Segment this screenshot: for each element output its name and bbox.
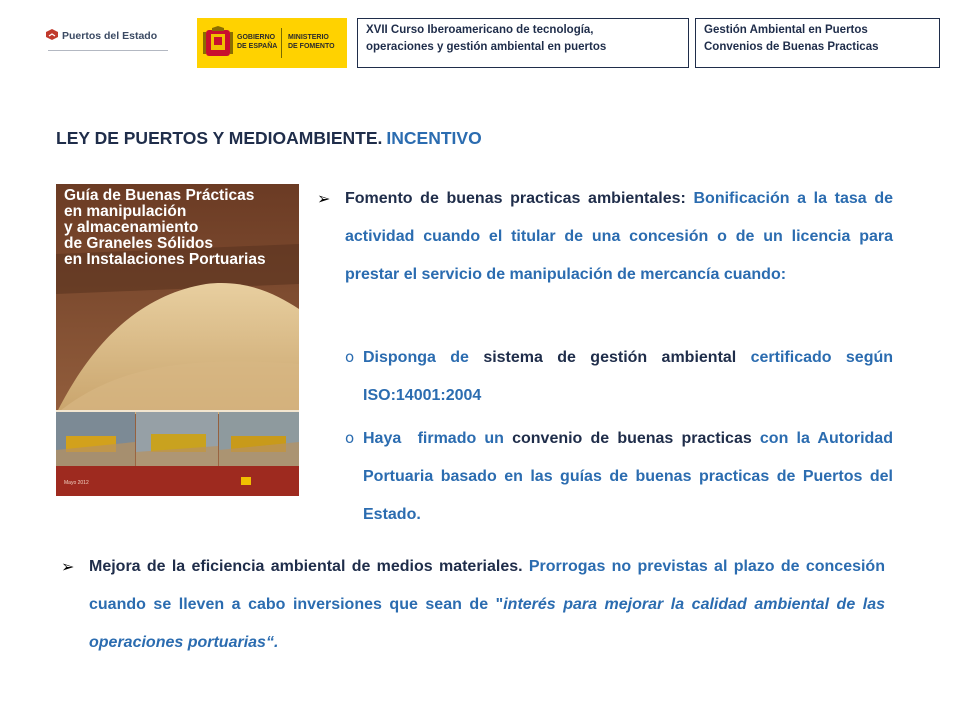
bullet-mejora-lead: Mejora de la eficiencia ambiental de medios materiales.	[89, 558, 523, 575]
section-title-line-2: Convenios de Buenas Practicas	[704, 41, 879, 53]
cover-title-line-4: de Graneles Sólidos	[64, 235, 214, 252]
cover-title-line-3: y almacenamiento	[64, 219, 199, 236]
subbullet-iso-b: sistema de gestión ambiental	[483, 349, 737, 366]
logo-divider	[281, 28, 282, 58]
arrow-bullet-icon: ➢	[317, 189, 331, 208]
bullet-fomento	[345, 180, 893, 294]
subbullet-convenio-b: convenio de buenas practicas	[512, 430, 752, 447]
ministerio-line-1: MINISTERIO	[288, 34, 329, 41]
puertos-logo-icon	[44, 28, 60, 46]
slide-title	[56, 128, 482, 149]
gobierno-line-1: GOBIERNO	[237, 34, 276, 41]
slide-title-accent: INCENTIVO	[386, 128, 482, 148]
bullet-fomento-text: Bonificación a la tasa de actividad cuando el titular de una concesión o de un licencia para prestar el servicio de manipulación de mercancía cuando:	[345, 190, 893, 283]
coat-of-arms-icon	[203, 26, 233, 60]
subbullet-convenio-a: Haya firmado un	[363, 430, 504, 447]
section-title-line-1: Gestión Ambiental en Puertos	[704, 24, 868, 36]
ministerio-line-2: DE FOMENTO	[288, 43, 335, 50]
bullet-fomento-lead: Fomento de buenas practicas ambientales:	[345, 190, 686, 207]
puertos-logo-text: Puertos del Estado	[62, 30, 158, 42]
bullet-mejora-end: “.	[265, 634, 279, 651]
bullet-mejora	[89, 548, 885, 662]
cover-title-line-5: en Instalaciones Portuarias	[64, 251, 266, 268]
subbullet-iso-a: Disponga de	[363, 349, 469, 366]
puertos-del-estado-logo	[44, 24, 184, 64]
cover-title-line-2: en manipulación	[64, 203, 187, 220]
subbullet-convenio	[363, 420, 893, 534]
subbullet-convenio-c: con la Autoridad Portuaria basado en las guías de buenas practicas de Puertos del Estado.	[363, 430, 893, 523]
gobierno-line-2: DE ESPAÑA	[237, 43, 278, 50]
circle-bullet-icon: o	[345, 348, 355, 366]
course-title-line-1: XVII Curso Iberoamericano de tecnología,	[366, 24, 594, 36]
section-title-box	[695, 18, 940, 68]
course-title-line-2: operaciones y gestión ambiental en puertos	[366, 41, 607, 53]
course-title-box	[357, 18, 689, 68]
subbullet-iso	[363, 339, 893, 415]
bullet-mejora-text: Prorrogas no previstas al plazo de concesión cuando se lleven a cabo inversiones que sean de "	[89, 558, 885, 613]
slide-title-main: LEY DE PUERTOS Y MEDIOAMBIENTE.	[56, 128, 383, 148]
cover-title-line-1: Guía de Buenas Prácticas	[64, 187, 255, 204]
subbullet-iso-c: certificado según ISO:14001:2004	[363, 349, 894, 404]
circle-bullet-icon: o	[345, 429, 355, 447]
arrow-bullet-icon: ➢	[61, 557, 75, 576]
logo-underline	[48, 50, 168, 51]
guide-cover-image	[56, 184, 299, 496]
cover-date: Mayo 2012	[64, 480, 89, 486]
bullet-mejora-italic: interés para mejorar la calidad ambiental de las operaciones portuarias	[89, 596, 886, 651]
gobierno-espana-logo	[197, 18, 347, 68]
